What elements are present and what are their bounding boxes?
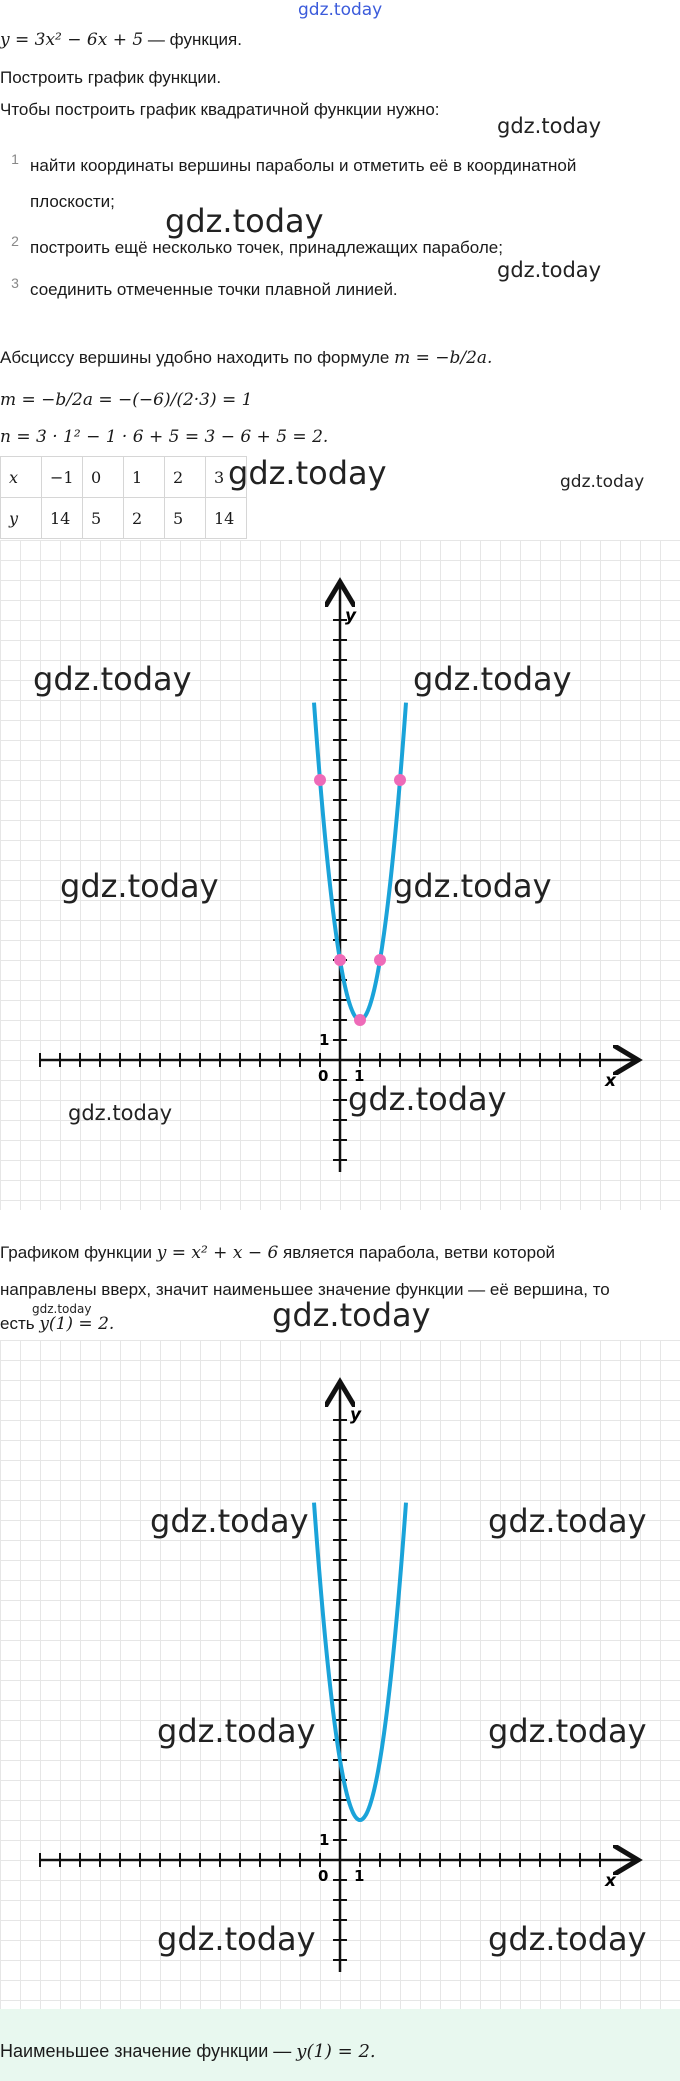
conclusion-line-1 <box>0 1243 555 1263</box>
table-row-y <box>1 498 247 539</box>
table-cell: 5 <box>165 498 206 539</box>
conclusion-line-2: направлены вверх, значит наименьшее значение функции — её вершина, то <box>0 1280 610 1299</box>
table-cell: 1 <box>124 457 165 498</box>
table-cell: −1 <box>42 457 83 498</box>
step-text: соединить отмеченные точки плавной линией. <box>30 280 398 299</box>
answer-text: Наименьшее значение функции — <box>0 2041 297 2061</box>
vertex-line <box>0 348 492 368</box>
step-number: 3 <box>11 275 19 291</box>
conclusion-text: есть <box>0 1314 40 1333</box>
watermark: gdz.today <box>497 114 602 138</box>
answer-line <box>0 2041 376 2062</box>
graph-1-x-one-label: 1 <box>354 1067 365 1085</box>
data-point <box>314 774 326 786</box>
watermark: gdz.today <box>488 1502 647 1540</box>
graph-2 <box>0 1340 680 2009</box>
data-point <box>334 954 346 966</box>
table-row-x <box>1 457 247 498</box>
graph-1-y-label: y <box>345 606 357 626</box>
conclusion-formula: y(1) = 2. <box>39 1314 115 1334</box>
watermark: gdz.today <box>488 1712 647 1750</box>
table-cell: 3 <box>206 457 247 498</box>
graph-2-parabola <box>314 1503 406 1820</box>
step-text: найти координаты вершины параболы и отметить её в координатной плоскости; <box>30 156 577 211</box>
watermark: gdz.today <box>157 1712 316 1750</box>
data-point <box>374 954 386 966</box>
watermark: gdz.today <box>272 1296 431 1334</box>
watermark: gdz.today <box>413 660 572 698</box>
intro-suffix: — функция. <box>143 30 242 49</box>
watermark: gdz.today <box>348 1080 507 1118</box>
watermark: gdz.today <box>157 1920 316 1958</box>
watermark: gdz.today <box>560 472 645 492</box>
vertex-formula: m = −b/2a. <box>394 348 493 368</box>
data-point <box>394 774 406 786</box>
step-item-1 <box>0 148 660 220</box>
watermark: gdz.today <box>393 867 552 905</box>
graph-1-x-label: x <box>605 1071 616 1091</box>
watermark: gdz.today <box>497 258 602 282</box>
method-intro: Чтобы построить график квадратичной функции нужно: <box>0 100 440 119</box>
graph-2-axes <box>40 1382 638 1972</box>
table-cell: 2 <box>165 457 206 498</box>
graph-2-x-label: x <box>605 1871 616 1891</box>
n-calculation: n = 3 · 1² − 1 · 6 + 5 = 3 − 6 + 5 = 2. <box>0 427 329 447</box>
graph-2-y-label: y <box>350 1405 362 1425</box>
graph-2-origin-label: 0 <box>318 1867 329 1885</box>
table-cell: 14 <box>42 498 83 539</box>
graph-2-y-one-label: 1 <box>319 1831 330 1849</box>
table-cell: 2 <box>124 498 165 539</box>
answer-formula: y(1) = 2. <box>296 2041 376 2062</box>
graph-1-origin-label: 0 <box>318 1067 329 1085</box>
table-cell: y <box>1 498 42 539</box>
watermark: gdz.today <box>228 454 387 492</box>
watermark: gdz.today <box>60 867 219 905</box>
data-point <box>354 1014 366 1026</box>
step-number: 1 <box>11 151 19 167</box>
vertex-text: Абсциссу вершины удобно находить по формуле <box>0 348 395 367</box>
graph-1-y-one-label: 1 <box>319 1031 330 1049</box>
conclusion-formula: y = x² + x − 6 <box>156 1243 279 1263</box>
table-cell: 0 <box>83 457 124 498</box>
conclusion-text: является парабола, ветви которой <box>278 1243 556 1262</box>
watermark: gdz.today <box>165 202 324 240</box>
intro-formula: y = 3x² − 6x + 5 <box>0 30 144 50</box>
watermark: gdz.today <box>150 1502 309 1540</box>
task-text: Построить график функции. <box>0 68 222 87</box>
table-cell: 5 <box>83 498 124 539</box>
intro-line <box>0 30 242 50</box>
step-number: 2 <box>11 233 19 249</box>
table-cell: 14 <box>206 498 247 539</box>
values-table <box>0 456 247 539</box>
answer-box <box>0 2009 680 2081</box>
graph-1-parabola <box>314 703 406 1020</box>
watermark: gdz.today <box>68 1101 173 1125</box>
conclusion-text: Графиком функции <box>0 1243 157 1262</box>
watermark-top: gdz.today <box>298 0 383 20</box>
step-text: построить ещё несколько точек, принадлежащих параболе; <box>30 238 503 257</box>
conclusion-line-3 <box>0 1314 114 1334</box>
watermark: gdz.today <box>488 1920 647 1958</box>
m-calculation: m = −b/2a = −(−6)/(2·3) = 1 <box>0 390 253 410</box>
table-cell: x <box>1 457 42 498</box>
watermark: gdz.today <box>32 1302 92 1316</box>
graph-2-x-one-label: 1 <box>354 1867 365 1885</box>
watermark: gdz.today <box>33 660 192 698</box>
